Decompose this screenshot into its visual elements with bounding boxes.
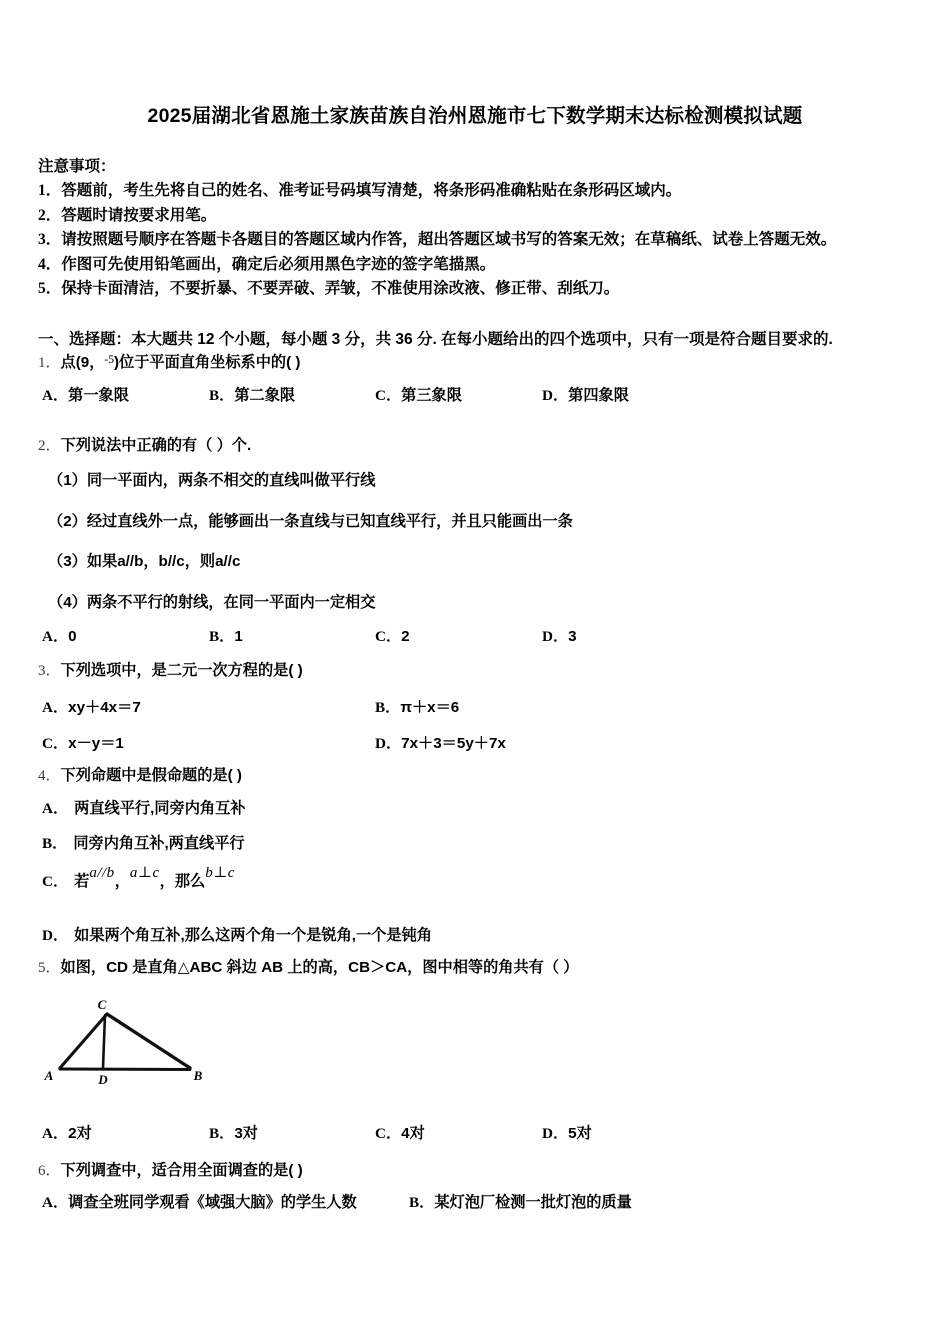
question-3-option-c-label: C． xyxy=(42,735,69,752)
question-1-option-c[interactable] xyxy=(375,385,462,407)
question-2-option-a[interactable] xyxy=(42,626,77,648)
notice-item-5-text: 保持卡面清洁，不要折暴、不要弄破、弄皱，不准使用涂改液、修正带、刮纸刀。 xyxy=(61,280,620,298)
question-2-option-a-text: 0 xyxy=(68,628,77,645)
question-2-options xyxy=(42,626,932,648)
question-2-option-b-label: B． xyxy=(209,628,235,645)
question-5-option-b[interactable] xyxy=(209,1123,258,1145)
question-3-option-d-label: D． xyxy=(375,735,402,752)
question-5-option-b-text: 3对 xyxy=(234,1125,258,1142)
question-6-option-b-text: 某灯泡厂检测一批灯泡的质量 xyxy=(434,1194,632,1211)
segment-cb xyxy=(107,1014,190,1068)
question-6-option-a-text: 调查全班同学观看《域强大脑》的学生人数 xyxy=(68,1194,357,1211)
figure-label-c: C xyxy=(97,998,107,1012)
question-1-option-d[interactable] xyxy=(542,385,629,407)
figure-label-a: A xyxy=(44,1068,54,1083)
question-6-option-a[interactable] xyxy=(42,1192,357,1214)
question-1-number: 1． xyxy=(38,355,61,371)
question-2-statement-2: （2）经过直线外一点，能够画出一条直线与已知直线平行，并且只能画出一条 xyxy=(48,513,573,530)
question-6-option-b[interactable] xyxy=(409,1192,632,1214)
question-2-option-b-text: 1 xyxy=(234,628,243,645)
question-3-stem-text: 下列选项中，是二元一次方程的是( ) xyxy=(60,662,303,679)
question-1-option-b-label: B． xyxy=(209,387,235,404)
question-4-option-d[interactable] xyxy=(42,925,432,947)
question-4-option-a-label: A． xyxy=(42,800,69,817)
question-2-statement-3: （3）如果a//b，b//c，则a//c xyxy=(48,553,241,570)
question-5-option-c-text: 4对 xyxy=(401,1125,425,1142)
segment-ac xyxy=(60,1014,107,1068)
question-3-option-d[interactable] xyxy=(375,733,506,755)
question-1-coordinate-y: -5 xyxy=(104,354,114,366)
question-5-option-d[interactable] xyxy=(542,1123,592,1145)
notice-item-1-text: 答题前，考生先将自己的姓名、准考证号码填写清楚，将条形码准确粘贴在条形码区域内。 xyxy=(61,182,682,199)
question-3-option-b-label: B． xyxy=(375,699,401,716)
question-1-stem-pre: 点(9， xyxy=(60,354,105,371)
question-6-option-b-label: B． xyxy=(409,1194,435,1211)
notice-heading: 注意事项： xyxy=(38,158,116,175)
question-2-option-d[interactable] xyxy=(542,626,577,648)
question-4-option-b[interactable] xyxy=(42,833,245,855)
question-2-option-c-label: C． xyxy=(375,628,402,645)
question-2-statement-1: （1）同一平面内，两条不相交的直线叫做平行线 xyxy=(48,472,376,489)
question-6-stem-text: 下列调查中，适合用全面调查的是( ) xyxy=(60,1162,303,1179)
question-3-option-b[interactable] xyxy=(375,697,459,719)
notice-block xyxy=(38,155,928,302)
notice-item-3-text: 请按照题号顺序在答题卡各题目的答题区域内作答，超出答题区域书写的答案无效；在草稿纸、试卷上答题无效。 xyxy=(61,231,837,249)
question-3-options-row-2 xyxy=(42,733,932,755)
question-1-option-d-text: 第四象限 xyxy=(568,387,629,404)
notice-item-3 xyxy=(38,228,928,253)
notice-item-2 xyxy=(38,204,928,229)
question-5-figure xyxy=(40,998,240,1103)
question-4-option-d-label: D． xyxy=(42,927,69,944)
question-1-option-b-text: 第二象限 xyxy=(234,387,296,404)
question-4-option-b-label: B． xyxy=(42,835,68,852)
segment-ab xyxy=(60,1069,190,1070)
notice-item-4-number: 4． xyxy=(38,255,62,273)
segment-cd-altitude xyxy=(103,1015,105,1068)
question-1-stem-post: )位于平面直角坐标系中的( ) xyxy=(114,354,301,371)
question-1-option-a-label: A． xyxy=(42,387,69,404)
question-4-option-b-text: 同旁内角互补,两直线平行 xyxy=(73,835,245,852)
question-3-option-a-text: xy＋4x＝7 xyxy=(68,699,141,716)
question-3-option-d-text: 7x＋3＝5y＋7x xyxy=(401,735,506,752)
question-4-option-c-separator-1: ， xyxy=(114,873,130,890)
notice-item-3-number: 3． xyxy=(38,231,62,249)
notice-item-2-text: 答题时请按要求用笔。 xyxy=(61,206,217,224)
question-4-option-d-text: 如果两个角互补,那么这两个角一个是锐角,一个是钝角 xyxy=(74,927,432,944)
question-1-option-a[interactable] xyxy=(42,385,129,407)
question-5-option-d-label: D． xyxy=(542,1125,569,1142)
question-4-option-c-math-2: a⊥c xyxy=(129,865,160,881)
question-5-number: 5． xyxy=(38,960,61,976)
question-3-option-a-label: A． xyxy=(42,699,69,716)
question-4-stem xyxy=(38,765,242,787)
notice-item-5-number: 5． xyxy=(38,280,62,298)
question-3-option-c[interactable] xyxy=(42,733,124,755)
question-5-option-c-label: C． xyxy=(375,1125,402,1142)
question-5-options xyxy=(42,1123,932,1145)
question-1-option-c-label: C． xyxy=(375,387,402,404)
question-2-option-d-label: D． xyxy=(542,628,569,645)
question-5-option-d-text: 5对 xyxy=(568,1125,592,1142)
question-4-option-c-math-1: a//b xyxy=(89,865,115,881)
question-2-option-d-text: 3 xyxy=(568,628,577,645)
question-1-options xyxy=(42,385,932,407)
question-3-option-a[interactable] xyxy=(42,697,141,719)
question-4-option-a[interactable] xyxy=(42,798,245,820)
question-2-statement-4: （4）两条不平行的射线，在同一平面内一定相交 xyxy=(48,594,376,611)
question-4-option-c-text: 若 xyxy=(74,873,90,890)
notice-item-4 xyxy=(38,253,928,278)
notice-item-1-number: 1． xyxy=(38,182,62,199)
question-5-stem xyxy=(38,957,578,979)
question-4-option-c-separator-2: ，那么 xyxy=(159,873,206,890)
question-6-stem xyxy=(38,1160,303,1182)
question-1-stem xyxy=(38,352,300,375)
question-3-option-b-text: π＋x＝6 xyxy=(400,699,460,716)
question-2-option-c[interactable] xyxy=(375,626,410,648)
question-1-option-c-text: 第三象限 xyxy=(401,387,462,404)
question-5-stem-text: 如图，CD 是直角△ABC 斜边 AB 上的高，CB＞CA，图中相等的角共有（ ） xyxy=(60,959,579,976)
question-1-option-d-label: D． xyxy=(542,387,569,404)
question-3-options-row-1 xyxy=(42,697,932,719)
question-5-option-c[interactable] xyxy=(375,1123,425,1145)
notice-item-2-number: 2． xyxy=(38,206,62,224)
question-4-option-c-math-3: b⊥c xyxy=(205,865,235,881)
notice-item-1 xyxy=(38,179,928,204)
question-6-number: 6． xyxy=(38,1163,61,1179)
notice-item-5 xyxy=(38,277,928,302)
question-2-option-a-label: A． xyxy=(42,628,69,645)
question-6-options xyxy=(42,1192,932,1214)
figure-label-d: D xyxy=(98,1072,108,1087)
question-5-option-b-label: B． xyxy=(209,1125,235,1142)
figure-label-b: B xyxy=(193,1068,203,1083)
question-5-option-a-text: 2对 xyxy=(68,1125,92,1142)
question-1-option-b[interactable] xyxy=(209,385,295,407)
question-4-stem-text: 下列命题中是假命题的是( ) xyxy=(60,767,242,784)
question-5-option-a[interactable] xyxy=(42,1123,92,1145)
question-2-option-b[interactable] xyxy=(209,626,243,648)
question-2-number: 2． xyxy=(38,438,61,454)
question-3-stem xyxy=(38,660,303,682)
question-6-option-a-label: A． xyxy=(42,1194,69,1211)
question-3-option-c-text: x－y＝1 xyxy=(68,735,124,752)
question-2-option-c-text: 2 xyxy=(401,628,410,645)
question-4-option-c[interactable] xyxy=(42,865,235,893)
question-4-number: 4． xyxy=(38,768,61,784)
question-1-option-a-text: 第一象限 xyxy=(68,387,129,404)
section-heading-choice: 一、选择题：本大题共 12 个小题，每小题 3 分，共 36 分. 在每小题给出的四个选项中，只有一项是符合题目要求的. xyxy=(38,331,833,348)
question-4-option-c-label: C． xyxy=(42,873,69,890)
question-5-option-a-label: A． xyxy=(42,1125,69,1142)
question-2-stem-text: 下列说法中正确的有（ ）个. xyxy=(60,437,252,454)
right-triangle-abc-with-altitude-cd-svg xyxy=(40,998,240,1103)
question-3-number: 3． xyxy=(38,663,61,679)
question-4-option-a-text: 两直线平行,同旁内角互补 xyxy=(74,800,246,817)
notice-item-4-text: 作图可先使用铅笔画出，确定后必须用黑色字迹的签字笔描黑。 xyxy=(61,255,496,273)
page-title: 2025届湖北省恩施土家族苗族自治州恩施市七下数学期末达标检测模拟试题 xyxy=(147,105,803,127)
question-2-stem xyxy=(38,435,251,457)
